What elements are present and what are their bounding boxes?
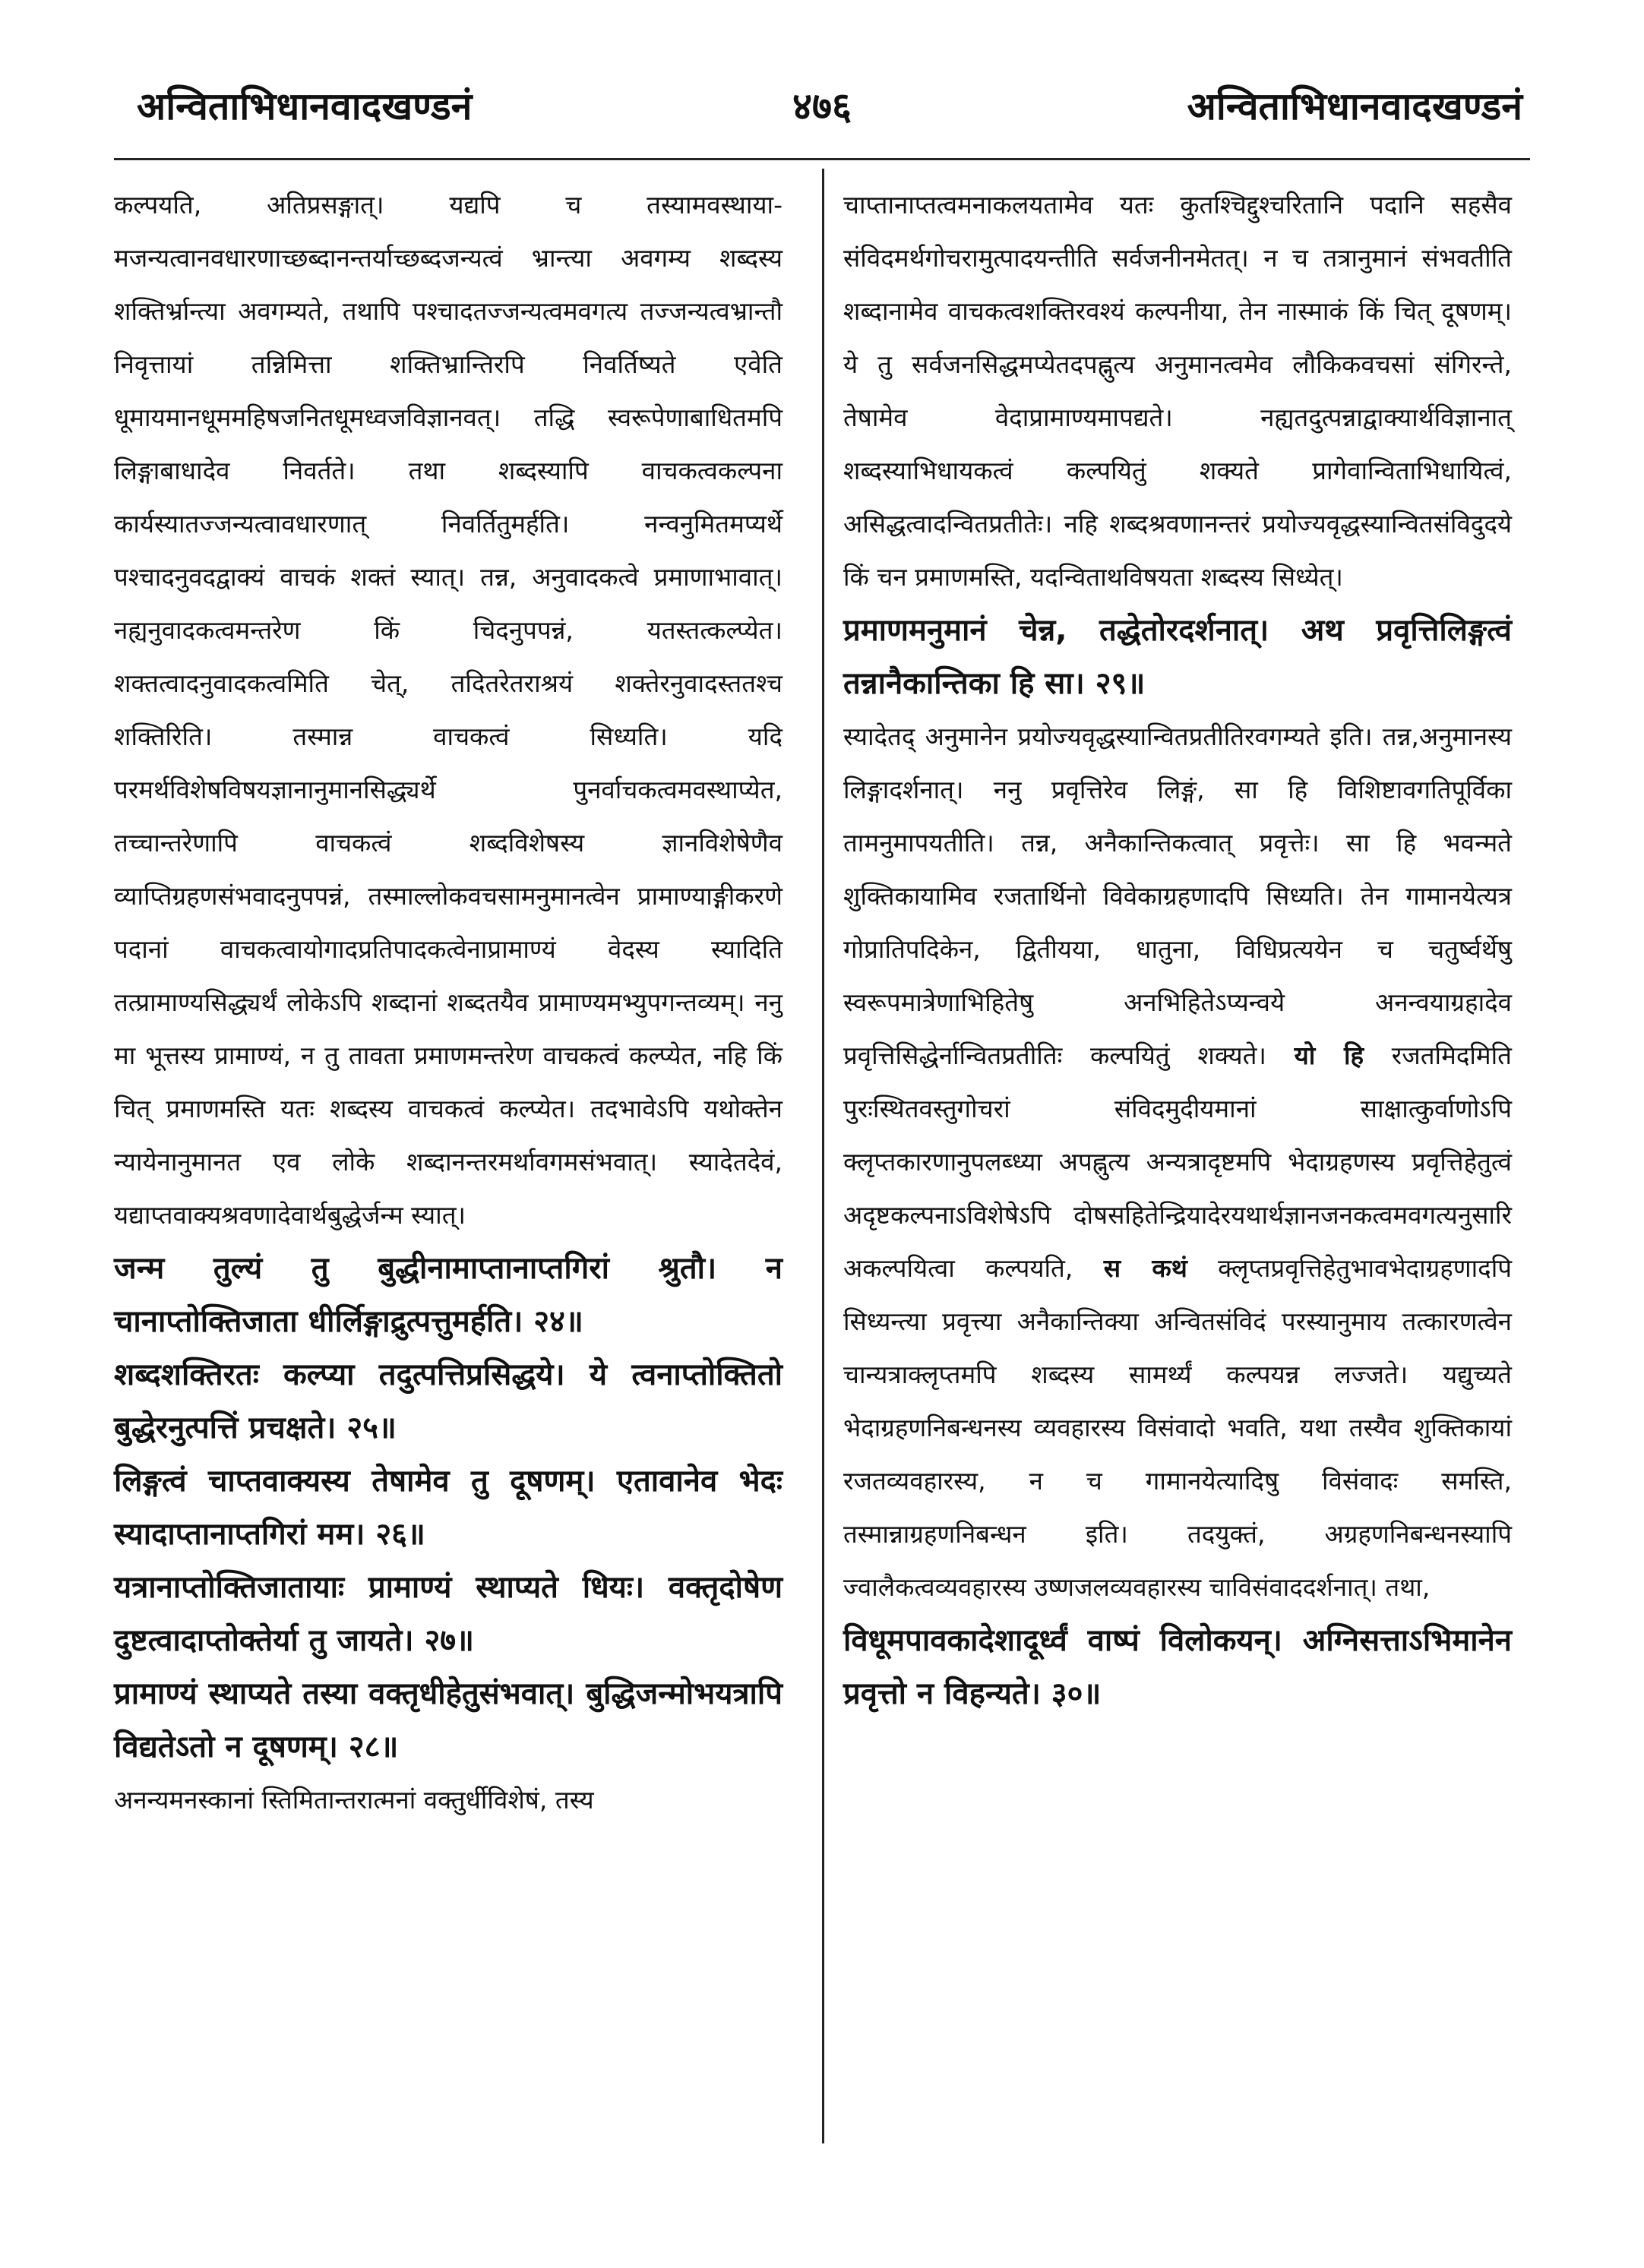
verse-28: प्रामाण्यं स्थाप्यते तस्या वक्तृधीहेतुसंभवात्। बुद्धिजन्मोभयत्रापि विद्यतेऽतो न दूषणम्। २८॥: [114, 1676, 782, 1764]
verse-30: विधूमपावकादेशादूर्ध्वं वाष्पं विलोकयन्। अग्निसत्ताऽभिमानेन प्रवृत्तो न विहन्यते। ३०॥: [843, 1623, 1512, 1711]
right-column: [843, 178, 1512, 1720]
left-column: [114, 178, 782, 1827]
verse-25: शब्दशक्तिरतः कल्प्या तदुत्पत्तिप्रसिद्धये। ये त्वनाप्तोक्तितो बुद्धेरनुत्पत्तिं प्रचक्षते। २५॥: [114, 1357, 782, 1445]
bold-phrase-sa-katham: स कथं: [1103, 1253, 1187, 1283]
running-title-right: अन्विताभिधानवादखण्डनं: [1187, 84, 1522, 128]
verse-29: प्रमाणमनुमानं चेन्न, तद्धेतोरदर्शनात्। अथ प्रवृत्तिलिङ्गत्वं तन्नानैकान्तिका हि सा। २९॥: [843, 613, 1512, 701]
page-number: ४७६: [792, 84, 852, 128]
bold-phrase-yo-hi: यो हि: [1294, 1041, 1364, 1070]
verse-24: जन्म तुल्यं तु बुद्धीनामाप्तानाप्तगिरां श्रुतौ। न चानाप्तोक्तिजाता धीर्लिङ्गाद्रुत्पत्तुमर्हति। २४॥: [114, 1251, 782, 1339]
running-title-left: अन्विताभिधानवादखण्डनं: [137, 84, 473, 128]
verse-27: यत्रानाप्तोक्तिजातायाः प्रामाण्यं स्थाप्यते धियः। वक्तृदोषेण दुष्टत्वादाप्तोक्तेर्या तु जायते। २७॥: [114, 1570, 782, 1658]
right-paragraph-1: चाप्तानाप्तत्वमनाकलयतामेव यतः कुतश्चिद्दुश्चरितानि पदानि सहसैव संविदमर्थगोचरामुत्पादयन्तीति सर्वजनीनमेतत्। न च तत्रानुमानं संभवतीति शब्दानामेव वाचकत्वशक्तिरवश्यं कल्पनीया, तेन नास्माकं किं चित् दूषणम्। ये तु सर्वजनसिद्धमप्येतदपह्नुत्य अनुमानत्वमेव लौकिकवचसां संगिरन्ते, तेषामेव वेदाप्रामाण्यमापद्यते। नह्यतदुत्पन्नाद्वाक्यार्थविज्ञानात् शब्दस्याभिधायकत्वं कल्पयितुं शक्यते प्रागेवान्विताभिधायित्वं, असिद्धत्वादन्वितप्रतीतेः। नहि शब्दश्रवणानन्तरं प्रयोज्यवृद्धस्यान्वितसंविदुदये किं चन प्रमाणमस्ति, यदन्विताथविषयता शब्दस्य सिध्येत्।: [843, 190, 1512, 592]
header-rule: [114, 158, 1530, 160]
verse-26: लिङ्गत्वं चाप्तवाक्यस्य तेषामेव तु दूषणम्। एतावानेव भेदः स्यादाप्तानाप्तगिरां मम। २६॥: [114, 1464, 782, 1552]
left-tail: अनन्यमनस्कानां स्तिमितान्तरात्मनां वक्तुर्धीविशेषं, तस्य: [114, 1785, 594, 1815]
right-paragraph-2-text: स्यादेतद् अनुमानेन प्रयोज्यवृद्धस्यान्वितप्रतीतिरवगम्यते इति। तन्न,अनुमानस्य लिङ्गादर्शनात्। ननु प्रवृत्तिरेव लिङ्गं, सा हि विशिष्टावगतिपूर्विका तामनुमापयतीति। तन्न, अनैकान्तिकत्वात् प्रवृत्तेः। सा हि भवन्मते शुक्तिकायामिव रजतार्थिनो विवेकाग्रहणादपि सिध्यति। तेन गामानयेत्यत्र गोप्रातिपदिकेन, द्वितीयया, धातुना, विधिप्रत्ययेन च चतुर्ष्वर्थेषु स्वरूपमात्रेणाभिहितेषु अनभिहितेऽप्यन्वये अनन्वयाग्रहादेव प्रवृत्तिसिद्धेर्नान्वितप्रतीतिः कल्पयितुं शक्यते।: [843, 722, 1512, 1070]
column-divider: [822, 169, 824, 2143]
page-header: [106, 64, 1538, 147]
right-paragraph-3-text: रजतमिदमिति पुरःस्थितवस्तुगोचरां संविदमुदीयमानां साक्षात्कुर्वाणोऽपि क्लृप्तकारणानुपलब्ध्या अपह्नुत्य अन्यत्रादृष्टमपि भेदाग्रहणस्य प्रवृत्तिहेतुत्वं अदृष्टकल्पनाऽविशेषेऽपि दोषसहितेन्द्रियादेरयथार्थज्ञानजनकत्वमवगत्यनुसारि अकल्पयित्वा कल्पयति,: [843, 1041, 1512, 1283]
right-paragraph-4-text: क्लृप्तप्रवृत्तिहेतुभावभेदाग्रहणादपि सिध्यन्त्या प्रवृत्त्या अनैकान्तिक्या अन्वितसंविदं परस्यानुमाय तत्कारणत्वेन चान्यत्राक्लृप्तमपि शब्दस्य सामर्थ्यं कल्पयन्न लज्जते। यद्युच्यते भेदाग्रहणनिबन्धनस्य व्यवहारस्य विसंवादो भवति, यथा तस्यैव शुक्तिकायां रजतव्यवहारस्य, न च गामानयेत्यादिषु विसंवादः समस्ति, तस्मान्नाग्रहणनिबन्धन इति। तदयुक्तं, अग्रहणनिबन्धनस्यापि ज्वालैकत्वव्यवहारस्य उष्णजलव्यवहारस्य चाविसंवाददर्शनात्। तथा,: [843, 1253, 1512, 1602]
left-paragraph: कल्पयति, अतिप्रसङ्गात्। यद्यपि च तस्यामवस्थाया-मजन्यत्वानवधारणाच्छब्दानन्तर्याच्छब्दजन्यत्वं भ्रान्त्या अवगम्य शब्दस्य शक्तिर्भ्रान्त्या अवगम्यते, तथापि पश्चादतज्जन्यत्वमवगत्य तज्जन्यत्वभ्रान्तौ निवृत्तायां तन्निमित्ता शक्तिभ्रान्तिरपि निवर्तिष्यते एवेति धूमायमानधूममहिषजनितधूमध्वजविज्ञानवत्। तद्धि स्वरूपेणाबाधितमपि लिङ्गाबाधादेव निवर्तते। तथा शब्दस्यापि वाचकत्वकल्पना कार्यस्यातज्जन्यत्वावधारणात् निवर्तितुमर्हति। नन्वनुमितमप्यर्थे पश्चादनुवदद्वाक्यं वाचकं शक्तं स्यात्। तन्न, अनुवादकत्वे प्रमाणाभावात्। नह्यनुवादकत्वमन्तरेण किं चिदनुपपन्नं, यतस्तत्कल्प्येत। शक्तत्वादनुवादकत्वमिति चेत्, तदितरेतराश्रयं शक्तेरनुवादस्ततश्च शक्तिरिति। तस्मान्न वाचकत्वं सिध्यति। यदि परमर्थविशेषविषयज्ञानानुमानसिद्ध्यर्थे पुनर्वाचकत्वमवस्थाप्येत, तच्चान्तरेणापि वाचकत्वं शब्दविशेषस्य ज्ञानविशेषेणैव व्याप्तिग्रहणसंभवादनुपपन्नं, तस्माल्लोकवचसामनुमानत्वेन प्रामाण्याङ्गीकरणे पदानां वाचकत्वायोगादप्रतिपादकत्वेनाप्रामाण्यं वेदस्य स्यादिति तत्प्रामाण्यसिद्ध्यर्थं लोकेऽपि शब्दानां शब्दतयैव प्रामाण्यमभ्युपगन्तव्यम्। ननु मा भूत्तस्य प्रामाण्यं, न तु तावता प्रमाणमन्तरेण वाचकत्वं कल्प्येत, नहि किं चित् प्रमाणमस्ति यतः शब्दस्य वाचकत्वं कल्प्येत। तदभावेऽपि यथोक्तेन न्यायेनानुमानत एव लोके शब्दानन्तरमर्थावगमसंभवात्। स्यादेतदेवं, यद्याप्तवाक्यश्रवणादेवार्थबुद्धेर्जन्म स्यात्।: [114, 190, 782, 1230]
right-paragraph-2: [843, 710, 1512, 1614]
